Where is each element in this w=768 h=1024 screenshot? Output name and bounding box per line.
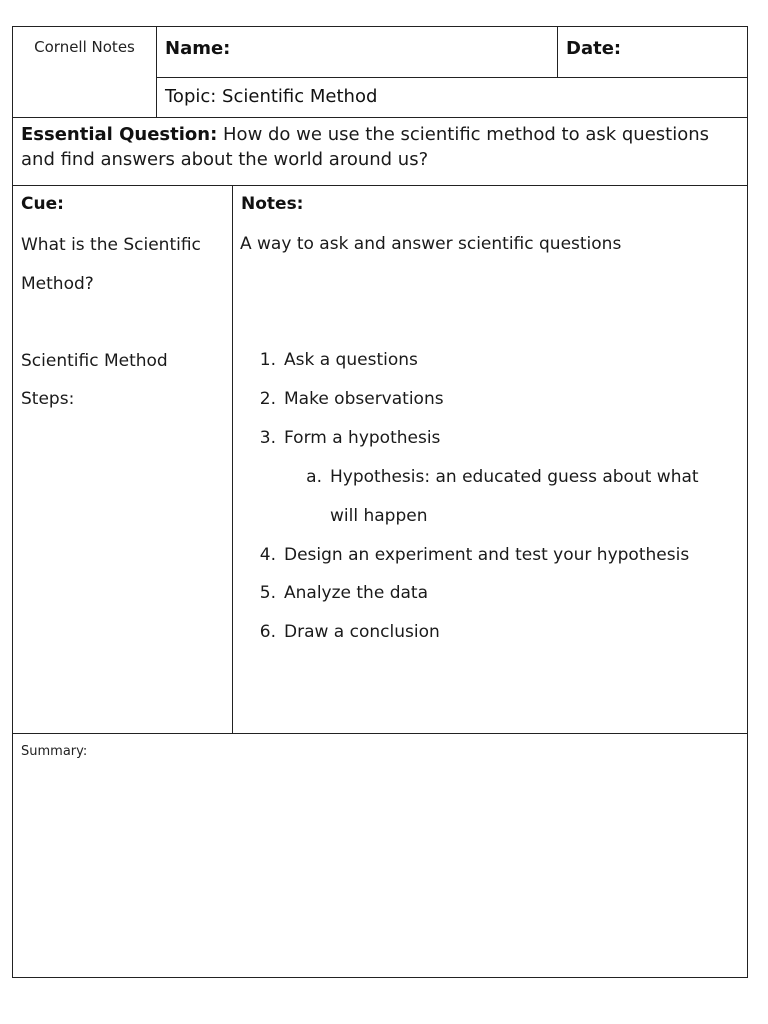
step-text: Design an experiment and test your hypothesis: [284, 545, 690, 565]
outer-border-right: [747, 26, 748, 978]
step-number: 5.: [259, 583, 276, 603]
notes-definition: A way to ask and answer scientific questions: [240, 234, 622, 254]
essential-question-text: How do we use the scientific method to ask questions and find answers about the world around us?: [21, 124, 710, 170]
outer-border-bottom: [12, 977, 748, 978]
step-number: 2.: [259, 389, 276, 409]
cue-heading: Cue:: [21, 194, 64, 214]
cue-question-2-line1: Scientific Method: [21, 350, 168, 371]
essential-question: [13, 118, 747, 185]
cue-spacer: [21, 303, 232, 342]
step-number: 4.: [259, 545, 276, 565]
notes-heading: Notes:: [241, 194, 304, 214]
sub-list-item-cont: [330, 506, 427, 526]
step-text: Analyze the data: [284, 583, 428, 603]
sub-step-text-line1: Hypothesis: an educated guess about what: [330, 467, 699, 487]
step-text: Ask a questions: [284, 350, 418, 370]
name-field[interactable]: Name:: [165, 38, 231, 59]
step-text: Make observations: [284, 389, 444, 409]
cue-question-1-line2: Method?: [21, 273, 94, 294]
summary-label: Summary:: [21, 744, 88, 759]
summary-section[interactable]: [13, 734, 747, 977]
brand-label: Cornell Notes: [34, 38, 135, 56]
sub-step-letter: a.: [306, 467, 322, 487]
divider-cue-notes-v: [232, 185, 233, 734]
sub-step-text-line2: will happen: [330, 506, 428, 526]
topic-field[interactable]: Topic: Scientific Method: [165, 86, 378, 107]
step-number: 1.: [259, 350, 276, 370]
step-text: Draw a conclusion: [284, 622, 440, 642]
step-number: 6.: [259, 622, 276, 642]
date-field[interactable]: Date:: [566, 38, 622, 59]
cue-column: [21, 226, 232, 419]
essential-question-label: Essential Question:: [21, 124, 218, 145]
cue-question-2-line2: Steps:: [21, 389, 75, 409]
step-text: Form a hypothesis: [284, 428, 441, 448]
cue-question-1-line1: What is the Scientific: [21, 235, 201, 255]
step-number: 3.: [259, 428, 276, 448]
